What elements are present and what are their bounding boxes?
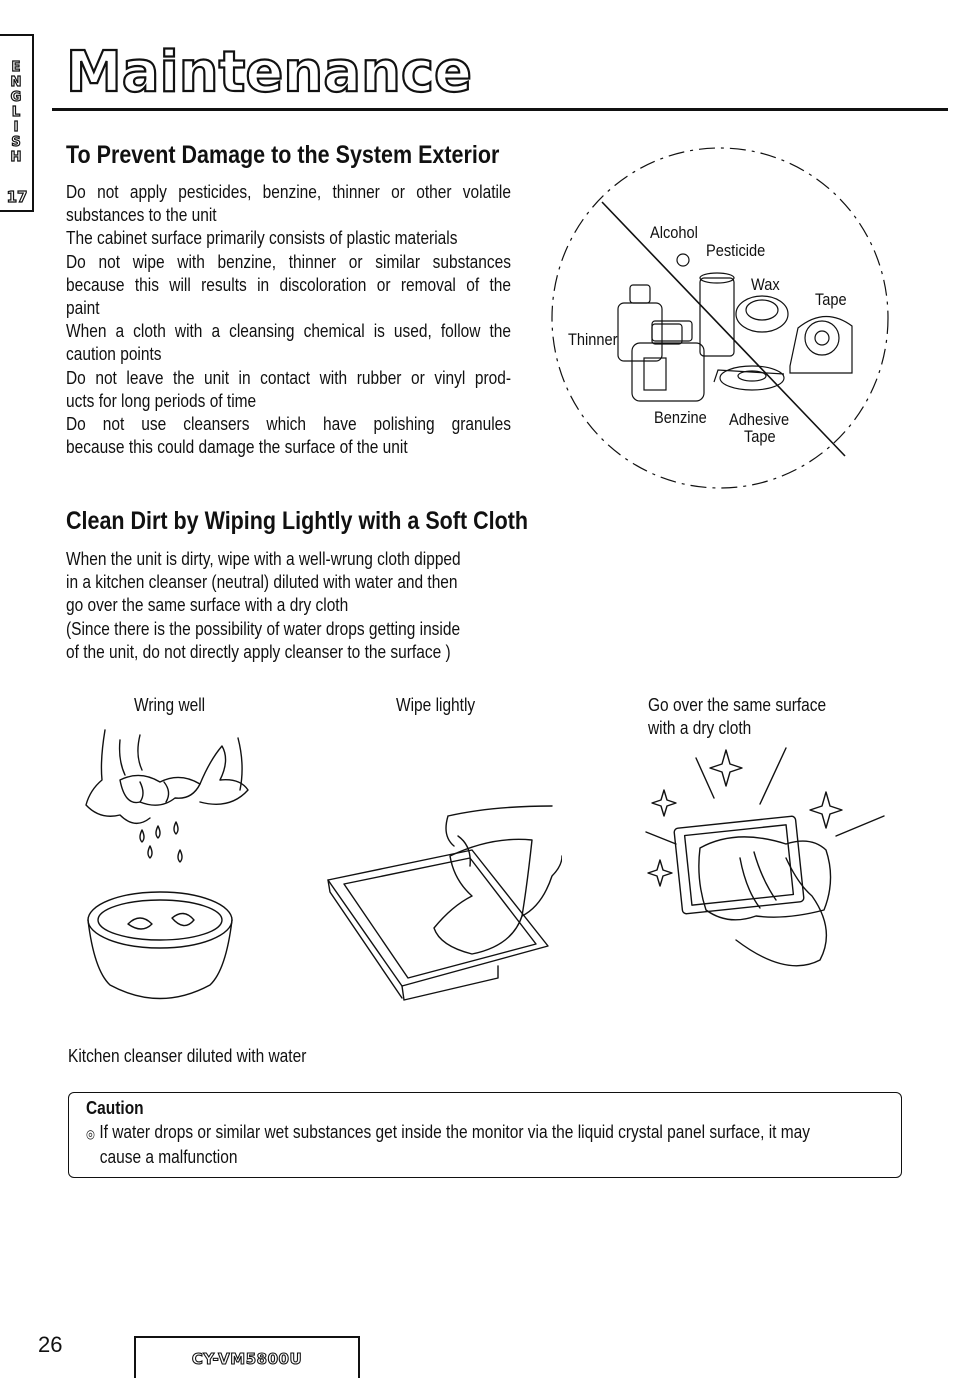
paragraph-line: go over the same surface with a dry cloth (66, 595, 349, 616)
alcohol-bottle-icon (618, 303, 662, 361)
label-wax: Wax (751, 276, 780, 295)
paragraph-line: ucts for long periods of time (66, 390, 257, 411)
step-label-dry-line1: Go over the same surface (648, 695, 827, 715)
paragraph-line: When a cloth with a cleansing chemical is used, follow the (66, 321, 511, 342)
paragraph-line: paint (66, 298, 100, 319)
prohibition-slash (602, 202, 845, 456)
adhesive-tape-icon (720, 366, 784, 390)
water-drop-icon (148, 846, 152, 858)
wring-cloth-illustration (80, 720, 260, 1020)
paragraph-line: of the unit, do not directly apply cleanser to the surface ) (66, 641, 451, 662)
model-number: CY-VM5800U (191, 1350, 303, 1368)
side-tab-page-number: 17 (6, 188, 28, 206)
caution-bullet-icon: ◎ (86, 1127, 96, 1141)
label-pesticide: Pesticide (706, 242, 766, 261)
clean-dirt-paragraph (66, 548, 586, 664)
side-tab-letter: N (10, 75, 22, 90)
prevent-damage-paragraph (66, 181, 511, 459)
paragraph-line: Do not leave the unit in contact with rubber or vinyl prod- (66, 367, 511, 388)
water-drop-icon (174, 822, 178, 834)
wipe-screen-illustration (322, 796, 562, 1008)
page-number: 26 (38, 1332, 63, 1357)
water-drop-icon (156, 826, 160, 838)
sparkle-icon (652, 790, 676, 816)
side-tab-letter: S (11, 135, 21, 150)
side-tab-letter: E (11, 60, 21, 75)
pesticide-can-icon (700, 278, 734, 356)
paragraph-line: The cabinet surface primarily consists of plastic materials (66, 228, 458, 249)
cloth-icon (434, 839, 532, 954)
label-alcohol: Alcohol (650, 224, 698, 243)
paragraph-line: When the unit is dirty, wipe with a well-wrung cloth dipped (66, 549, 461, 569)
paragraph-line: Do not apply pesticides, benzine, thinner or other volatile (66, 182, 511, 202)
paragraph-line: in a kitchen cleanser (neutral) diluted with water and then (66, 572, 458, 593)
paragraph-line: (Since there is the possibility of water drops getting inside (66, 618, 461, 639)
left-hand-icon (86, 730, 150, 823)
label-adhesive-tape: Tape (744, 428, 776, 447)
paragraph-line: substances to the unit (66, 205, 217, 226)
step-label-wring: Wring well (134, 695, 206, 715)
paragraph-line: because this could damage the surface of the unit (66, 437, 408, 458)
monitor-icon (328, 850, 548, 986)
section-heading-clean-dirt: Clean Dirt by Wiping Lightly with a Soft Cloth (66, 507, 529, 535)
water-drop-icon (178, 850, 182, 862)
thinner-bottle-icon (632, 343, 704, 401)
caution-text (86, 1121, 928, 1169)
paragraph-line: because this will results in discoloration or removal of the (66, 274, 511, 295)
paragraph-line: Do not wipe with benzine, thinner or similar substances (66, 251, 511, 272)
paragraph-line: Do not use cleansers which have polishing granules (66, 414, 511, 435)
language-side-tab (0, 34, 34, 212)
label-tape: Tape (815, 291, 847, 310)
twisted-cloth-icon (120, 775, 200, 805)
side-tab-letter: G (10, 90, 22, 105)
caution-line-2: cause a malfunction (99, 1147, 238, 1167)
caution-title: Caution (86, 1098, 144, 1118)
prohibited-substances-illustration (540, 138, 900, 500)
sparkle-icon (710, 750, 742, 786)
paragraph-line: caution points (66, 344, 162, 365)
hand-icon (446, 806, 552, 866)
label-thinner: Thinner (568, 331, 618, 350)
sparkle-icon (810, 792, 842, 828)
side-tab-letter: L (11, 105, 21, 120)
monitor-icon (674, 816, 804, 914)
page-title: Maintenance (66, 40, 473, 105)
label-adhesive: Adhesive (729, 411, 790, 430)
title-divider (52, 108, 948, 111)
step-label-dry-line2: with a dry cloth (648, 718, 752, 738)
step-label-cleanser: Kitchen cleanser diluted with water (68, 1046, 307, 1066)
side-tab-letter: I (13, 120, 19, 135)
section-heading-prevent-damage: To Prevent Damage to the System Exterior (66, 141, 500, 169)
hand-icon (736, 852, 826, 966)
cloth-icon (699, 837, 831, 920)
side-tab-letter: H (10, 150, 22, 165)
side-tab-letters (8, 60, 24, 165)
model-number-box (134, 1336, 360, 1378)
label-benzine: Benzine (654, 409, 707, 428)
sparkle-icon (648, 860, 672, 886)
water-drop-icon (140, 830, 144, 842)
wax-tin-icon (736, 296, 788, 332)
step-label-wipe: Wipe lightly (396, 695, 476, 715)
caution-line-1: If water drops or similar wet substances get inside the monitor via the liquid crystal panel surface, it may (99, 1122, 811, 1142)
dry-cloth-illustration (636, 740, 892, 990)
